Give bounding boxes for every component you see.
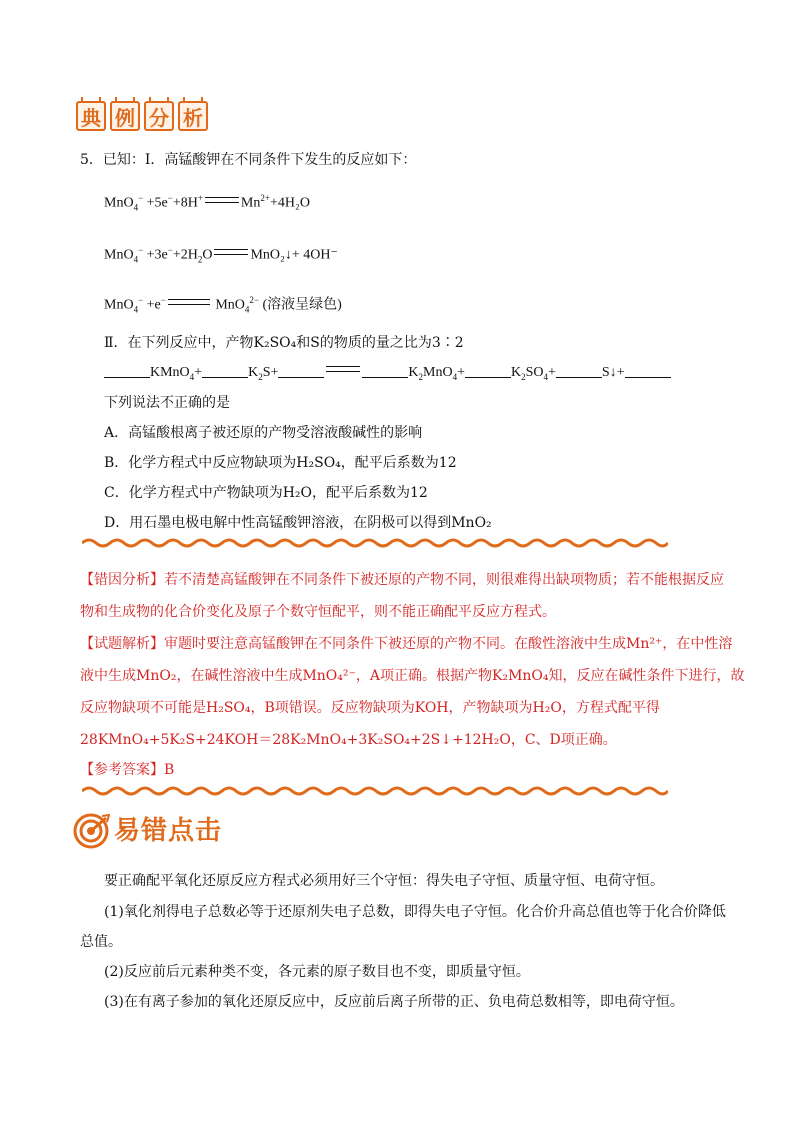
- error-analysis-label: 【错因分析】: [80, 572, 164, 588]
- error-analysis-line-1: [80, 570, 724, 590]
- solution-line-1: [80, 634, 732, 654]
- option-b: B．化学方程式中反应物缺项为H₂SO₄，配平后系数为12: [104, 455, 457, 471]
- tips-paragraph-2: (2)反应前后元素种类不变，各元素的原子数目也不变，即质量守恒。: [104, 964, 530, 980]
- solution-text-2: 液中生成MnO₂，在碱性溶液中生成MnO₄²⁻，A项正确。根据产物K₂MnO₄知，反应在碱性条件下进行，故: [80, 668, 745, 684]
- answer-value: B: [164, 762, 175, 778]
- option-c: C．化学方程式中产物缺项为H₂O，配平后系数为12: [104, 485, 428, 501]
- equation-2: $MnO_4^- +3e^-+2H_2O$ MnO₂↓+ 4OH⁻: [104, 245, 338, 265]
- equation-1-tail: +4H₂O: [269, 195, 310, 211]
- tips-title: 易错点击: [114, 816, 223, 846]
- option-a: A．高锰酸根离子被还原的产物受溶液酸碱性的影响: [104, 425, 423, 441]
- error-analysis-text-2: 物和生成物的化合价变化及原子个数守恒配平，则不能正确配平反应方程式。: [80, 604, 556, 620]
- blank-equation: KMnO$_4$+ $K_2S+ K_2MnO_4+ K_2SO_4+$ S↓+: [104, 363, 671, 387]
- tips-paragraph-0: 要正确配平氧化还原反应方程式必须用好三个守恒：得失电子守恒、质量守恒、电荷守恒。: [104, 873, 664, 889]
- badge-char-2: 例: [110, 101, 140, 131]
- question-prompt: 下列说法不正确的是: [104, 395, 230, 411]
- answer-label: 【参考答案】: [80, 762, 164, 778]
- error-analysis-text-1: 若不清楚高锰酸钾在不同条件下被还原的产物不同，则很难得出缺项物质；若不能根据反应: [164, 572, 724, 588]
- badge-char-4: 析: [178, 101, 208, 131]
- tips-paragraph-1b: 总值。: [80, 934, 122, 950]
- equation-1: MnO$_4$− +5e−+8H+ $Mn^{2+}+4H_2O$: [104, 193, 310, 213]
- target-icon: [72, 812, 110, 850]
- equation-3: MnO$_4$− +e− MnO$_4^{2-}$ (溶液呈绿色): [104, 295, 342, 315]
- option-d: D．用石墨电极电解中性高锰酸钾溶液，在阴极可以得到MnO₂: [104, 515, 492, 531]
- solution-text-3: 反应物缺项不可能是H₂SO₄，B项错误。反应物缺项为KOH，产物缺项为H₂O，方程式配平得: [80, 700, 660, 716]
- question-part2: Ⅱ．在下列反应中，产物K₂SO₄和S的物质的量之比为3∶2: [104, 335, 464, 351]
- solution-text-1: 审题时要注意高锰酸钾在不同条件下被还原的产物不同。在酸性溶液中生成Mn²⁺，在中性溶: [164, 636, 733, 652]
- tips-paragraph-1a: (1)氧化剂得电子总数必等于还原剂失电子总数，即得失电子守恒。化合价升高总值也等于化合价降低: [104, 904, 726, 920]
- solution-text-4: 28KMnO₄+5K₂S+24KOH＝28K₂MnO₄+3K₂SO₄+2S↓+12H₂O，C、D项正确。: [80, 732, 617, 748]
- badge-char-3: 分: [144, 101, 174, 131]
- tips-paragraph-3: (3)在有离子参加的氧化还原反应中，反应前后离子所带的正、负电荷总数相等，即电荷守恒。: [104, 994, 684, 1010]
- answer-line: [80, 760, 174, 780]
- question-intro: 5．已知：Ⅰ．高锰酸钾在不同条件下发生的反应如下：: [80, 152, 417, 168]
- solution-label: 【试题解析】: [80, 636, 164, 652]
- equation-2-tail: MnO₂↓+ 4OH⁻: [250, 247, 338, 263]
- equation-3-note: (溶液呈绿色): [262, 297, 342, 313]
- badge-char-1: 典: [76, 101, 106, 131]
- wavy-divider-top: [82, 536, 668, 550]
- wavy-divider-bottom: [82, 784, 668, 798]
